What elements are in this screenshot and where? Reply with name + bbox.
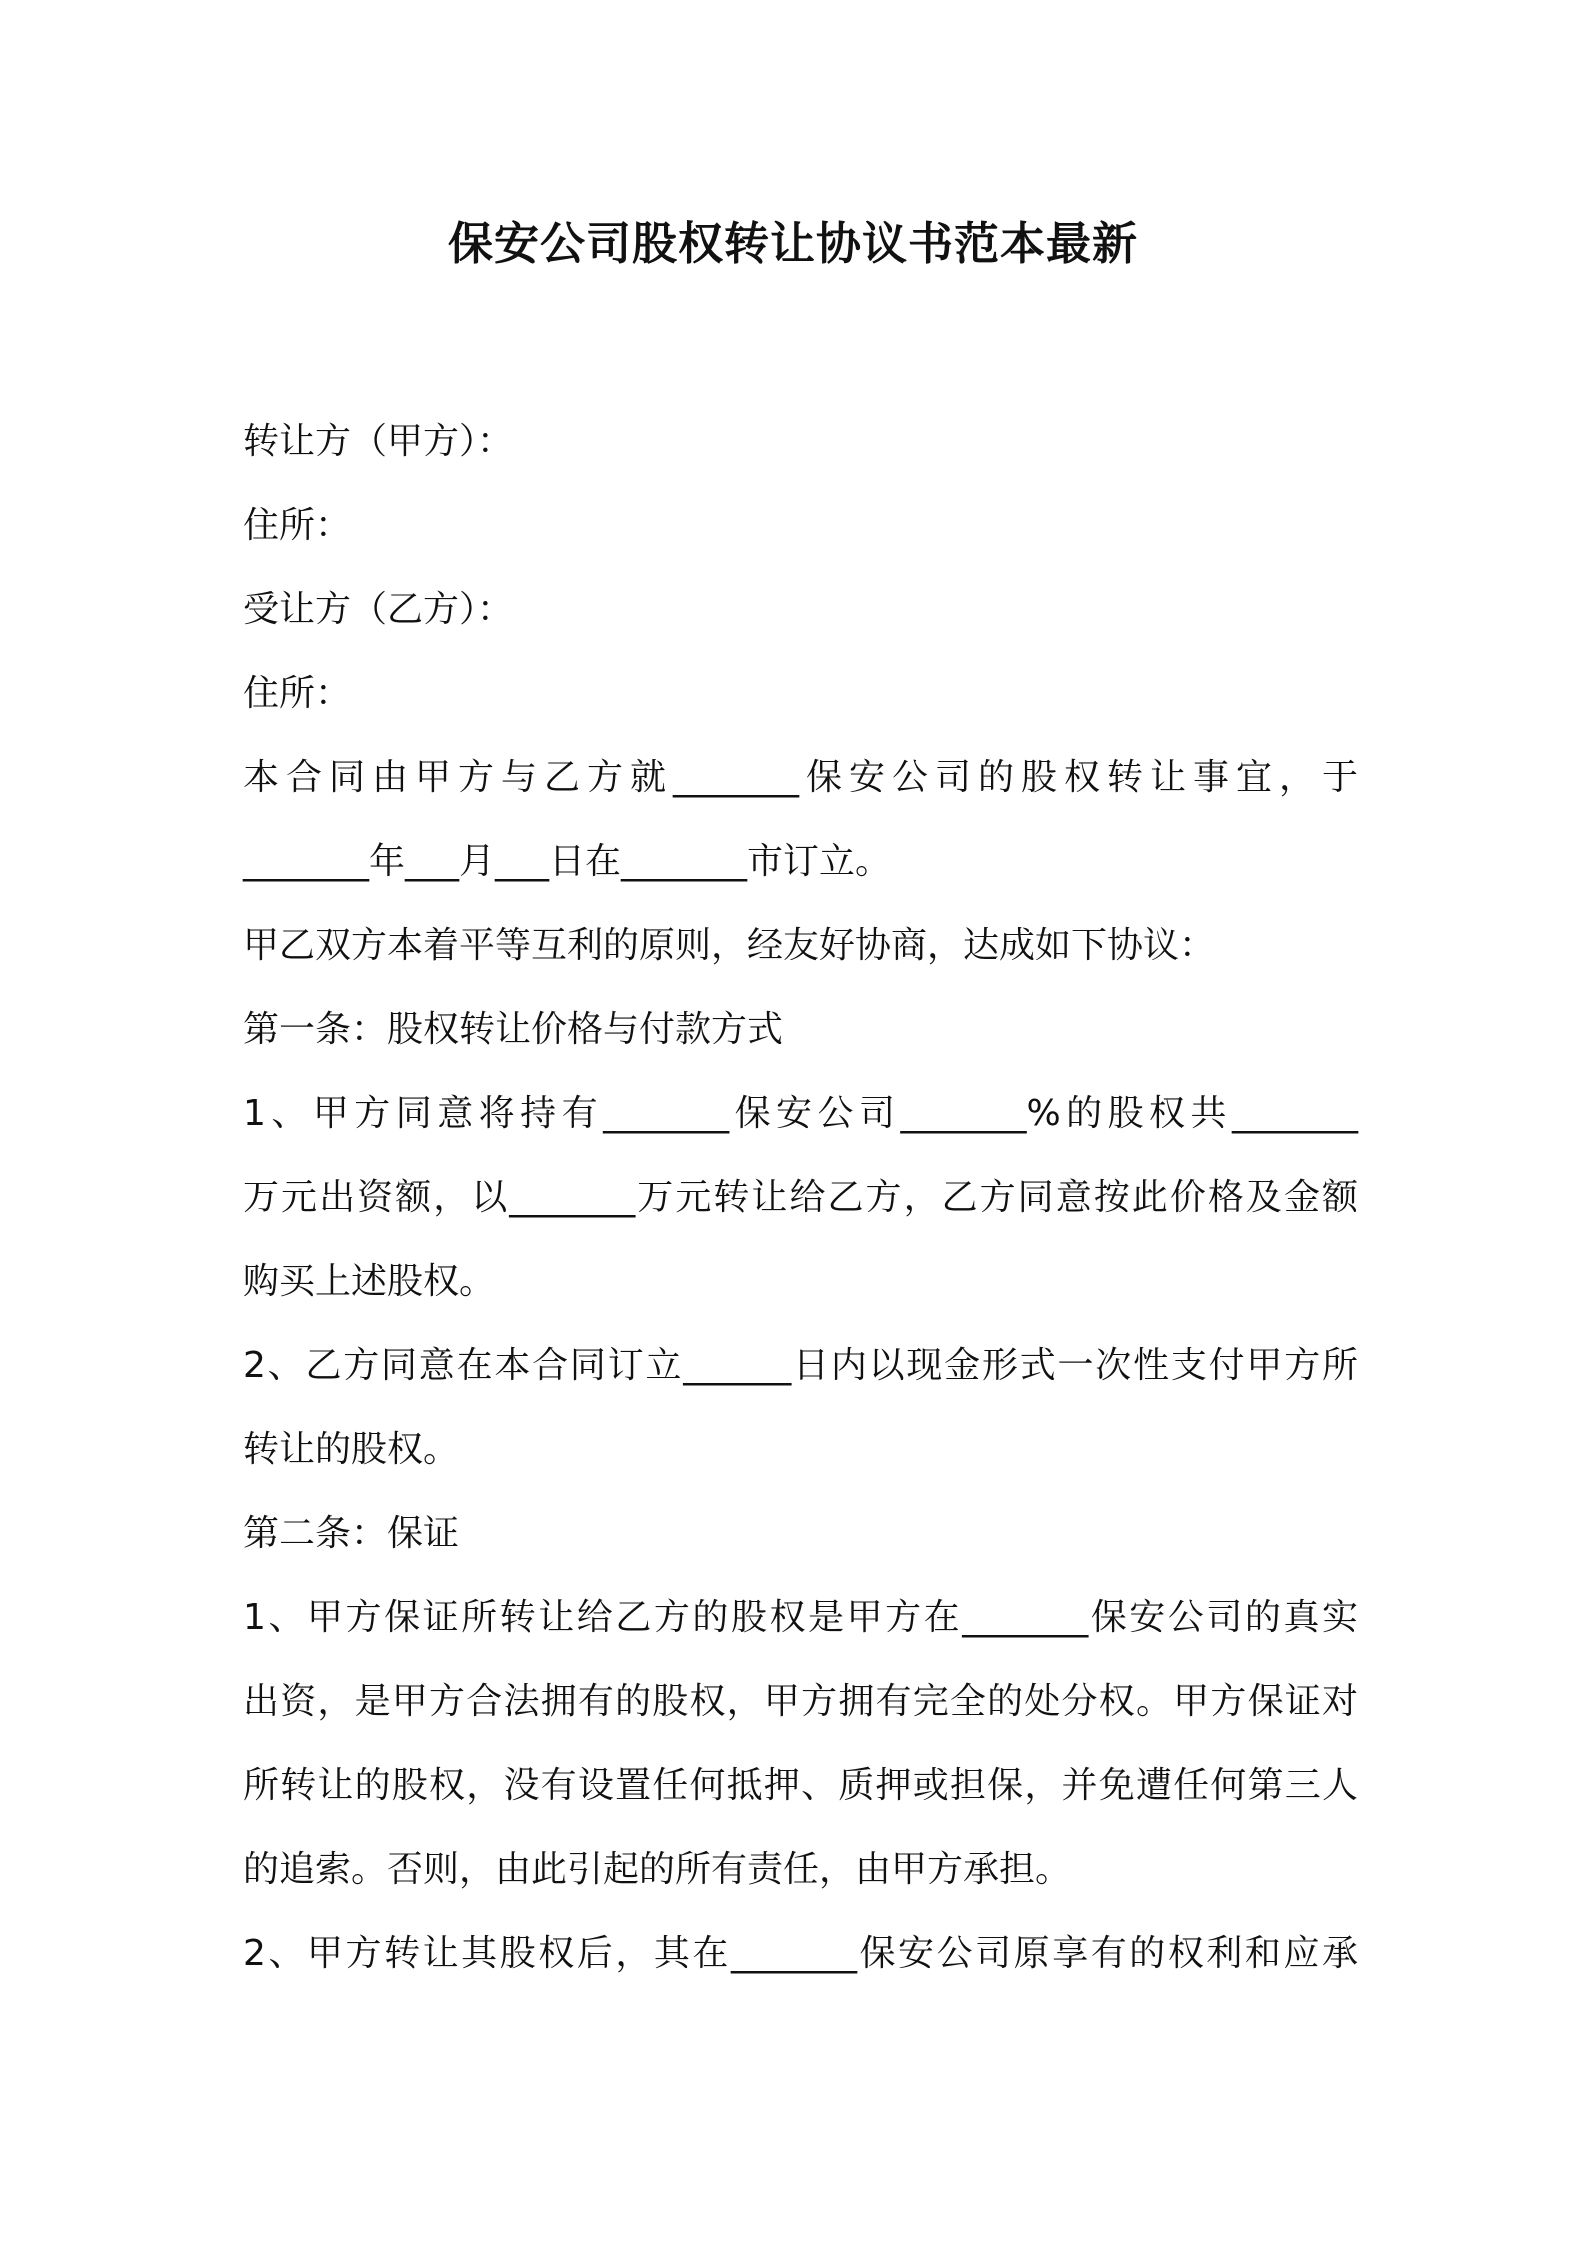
article-2-clause-1-line-4: 的追索。否则，由此引起的所有责任，由甲方承担。	[243, 1849, 1072, 1890]
article-1-clause-2-line-2: 转让的股权。	[243, 1429, 460, 1470]
article-1-clause-1-line-1: 1、甲方同意将持有_______保安公司_______%的股权共_______	[243, 1093, 1358, 1134]
article-1-heading: 第一条：股权转让价格与付款方式	[243, 1009, 784, 1050]
article-1-clause-1-line-3: 购买上述股权。	[243, 1261, 496, 1302]
document-body	[243, 400, 1358, 1996]
transferee-label: 受让方（乙方）：	[243, 589, 514, 630]
article-2-clause-2-line-1: 2、甲方转让其股权后，其在_______保安公司原享有的权利和应承	[243, 1933, 1358, 1974]
transferee-address-label: 住所：	[243, 673, 352, 714]
article-1-clause-2-line-1: 2、乙方同意在本合同订立______日内以现金形式一次性支付甲方所	[243, 1345, 1358, 1386]
document-title: 保安公司股权转让协议书范本最新	[447, 217, 1138, 270]
transferor-address-label: 住所：	[243, 505, 352, 546]
article-2-clause-1-line-1: 1、甲方保证所转让给乙方的股权是甲方在_______保安公司的真实	[243, 1597, 1358, 1638]
transferor-label: 转让方（甲方）：	[243, 421, 514, 462]
article-2-clause-1-line-3: 所转让的股权，没有设置任何抵押、质押或担保，并免遭任何第三人	[243, 1765, 1358, 1806]
contract-intro-line-1: 本合同由甲方与乙方就_______保安公司的股权转让事宜，于	[243, 757, 1358, 798]
article-2-clause-1-line-2: 出资，是甲方合法拥有的股权，甲方拥有完全的处分权。甲方保证对	[243, 1681, 1358, 1722]
article-2-heading: 第二条：保证	[243, 1513, 460, 1554]
agreement-preamble: 甲乙双方本着平等互利的原则，经友好协商，达成如下协议：	[243, 925, 1216, 966]
contract-intro-line-2: _______年___月___日在_______市订立。	[243, 841, 892, 882]
article-1-clause-1-line-2: 万元出资额，以_______万元转让给乙方，乙方同意按此价格及金额	[243, 1177, 1358, 1218]
